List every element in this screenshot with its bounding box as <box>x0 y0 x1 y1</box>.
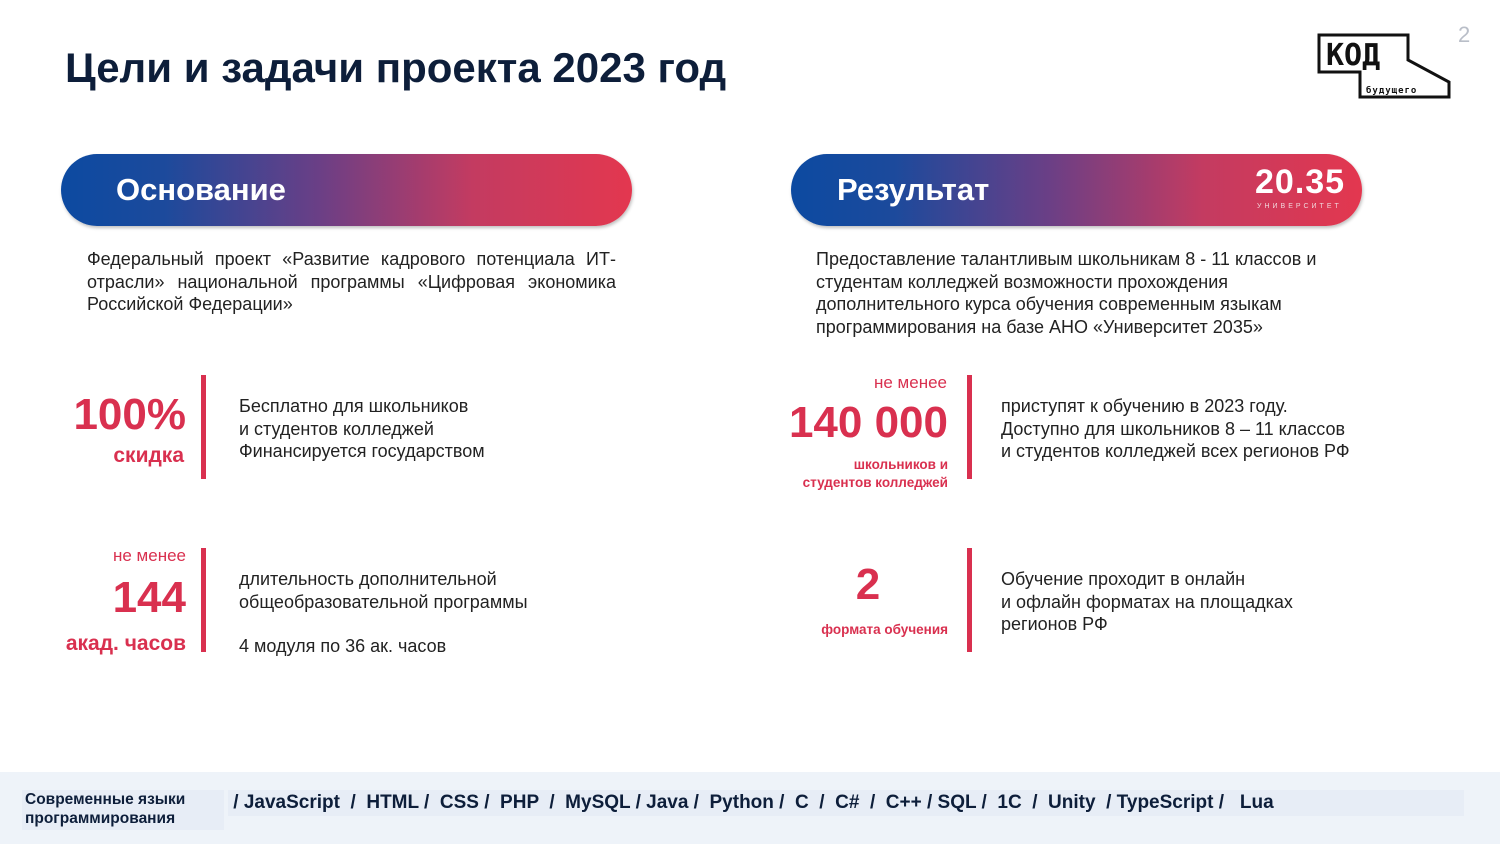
students-label-line: студентов колледжей <box>802 475 948 490</box>
description-line: Обучение проходит в онлайн <box>1001 569 1246 589</box>
divider-bar <box>201 375 206 479</box>
university-2035-logo: 20.35 <box>1255 163 1346 201</box>
description-line: регионов РФ <box>1001 614 1108 634</box>
description-line: 4 модуля по 36 ак. часов <box>239 636 447 656</box>
description-line: длительность дополнительной <box>239 569 497 589</box>
description-line: и офлайн форматах на площадках <box>1001 591 1293 612</box>
result-paragraph-line: программирования на базе АНО «Университет 2035» <box>816 316 1263 337</box>
description-line: Финансируется государством <box>239 441 485 461</box>
logo-main-text: КОД <box>1326 38 1381 73</box>
students-description <box>1001 395 1350 463</box>
result-paragraph-line: дополнительного курса обучения современным языкам <box>816 294 1282 314</box>
formats-label: формата обучения <box>821 622 948 637</box>
formats-value: 2 <box>855 560 881 609</box>
result-pill <box>791 154 1362 226</box>
discount-label: скидка <box>113 444 184 467</box>
discount-description <box>239 395 485 463</box>
university-2035-sub: УНИВЕРСИТЕТ <box>1257 203 1342 210</box>
page-title: Цели и задачи проекта 2023 год <box>65 44 727 91</box>
discount-value: 100% <box>73 390 186 439</box>
hours-prefix: не менее <box>112 546 186 565</box>
divider-bar <box>967 548 972 652</box>
logo-sub-text: будущего <box>1366 86 1418 96</box>
basis-paragraph: Федеральный проект «Развитие кадрового потенциала ИТ- отрасли» национальной программы «Цифровая экономика Российской Федерации» <box>87 249 616 314</box>
hours-value: 144 <box>112 573 186 622</box>
basis-pill-label: Основание <box>116 172 286 207</box>
languages-label <box>22 790 224 830</box>
result-paragraph <box>816 248 1376 338</box>
basis-pill <box>61 154 632 226</box>
students-label <box>770 456 948 492</box>
languages-list: / JavaScript / HTML / CSS / PHP / MySQL / Java / Python / C / C# / C++ / SQL / 1C / Unity / TypeScript / Lua <box>228 790 1464 816</box>
students-prefix: не менее <box>873 373 947 392</box>
hours-label: акад. часов <box>65 632 186 655</box>
logo-frame-icon <box>1316 32 1452 100</box>
languages-label-line: Современные языки <box>25 791 186 808</box>
languages-label-line: программирования <box>25 810 176 827</box>
page-number: 2 <box>1458 22 1471 47</box>
description-line: приступят к обучению в 2023 году. <box>1001 396 1288 416</box>
result-pill-label: Результат <box>837 172 990 207</box>
result-paragraph-line: студентам колледжей возможности прохождения <box>816 271 1229 292</box>
description-line: Бесплатно для школьников <box>239 396 469 416</box>
description-line: общеобразовательной программы <box>239 591 528 612</box>
divider-bar <box>967 375 972 479</box>
description-line: Доступно для школьников 8 – 11 классов <box>1001 418 1346 439</box>
students-value: 140 000 <box>788 398 948 447</box>
description-line: и студентов колледжей <box>239 418 434 439</box>
hours-description <box>239 568 528 658</box>
kod-budushchego-logo <box>1316 32 1452 100</box>
formats-description <box>1001 568 1293 636</box>
result-paragraph-line: Предоставление талантливым школьникам 8 - 11 классов и <box>816 249 1317 269</box>
divider-bar <box>201 548 206 652</box>
description-line: и студентов колледжей всех регионов РФ <box>1001 441 1350 461</box>
students-label-line: школьников и <box>853 457 948 472</box>
